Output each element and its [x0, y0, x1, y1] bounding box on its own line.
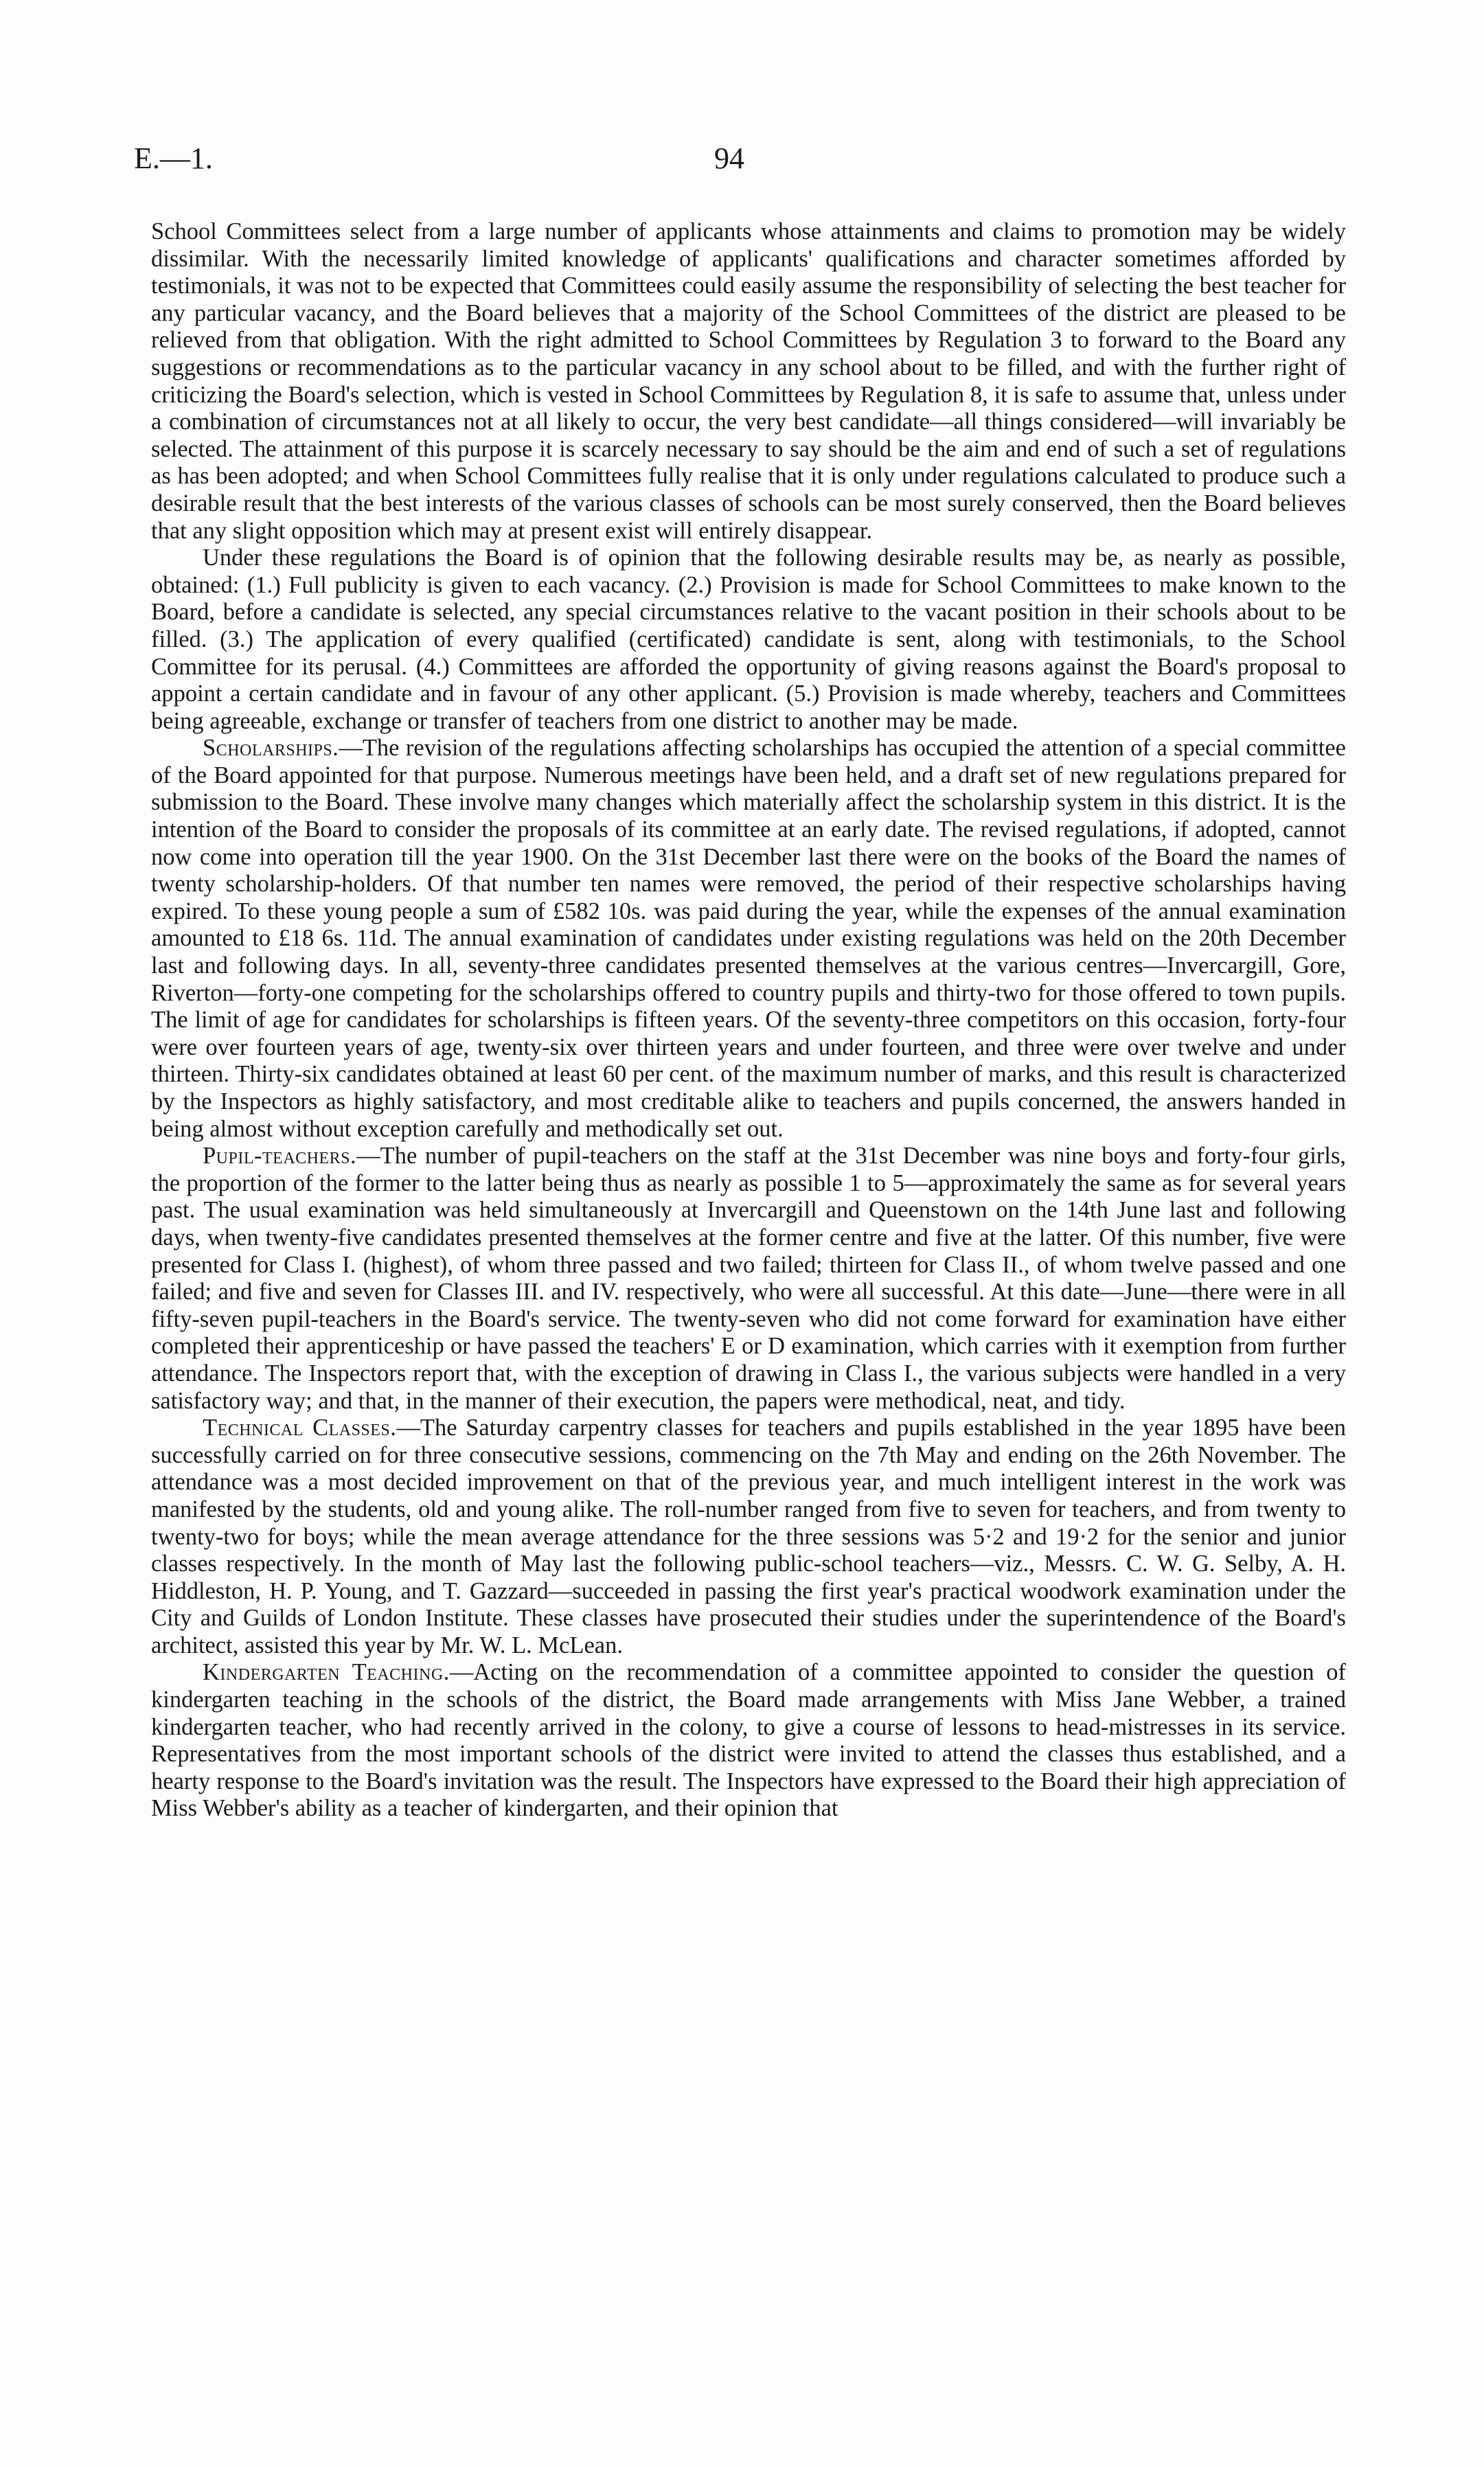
- paragraph-committees-selection: [151, 218, 1346, 545]
- section-heading-scholarships: Scholarships.: [203, 735, 339, 762]
- section-heading-kindergarten-teaching: Kindergarten Teaching.: [203, 1659, 450, 1686]
- section-heading-technical-classes: Technical Classes.: [203, 1415, 397, 1441]
- body-text: [151, 218, 1346, 1823]
- paragraph-scholarships: [151, 735, 1346, 1143]
- document-id: E.—1.: [134, 141, 213, 175]
- section-heading-pupil-teachers: Pupil-teachers.: [203, 1143, 357, 1169]
- paragraph-regulations-results: [151, 545, 1346, 735]
- paragraph-text: —The revision of the regulations affecting scholarships has occupied the attention of a special committee of the Board appointed for that purpose. Numerous meetings have been held, and a draft set of new regulations prepared for submission to the Board. These involve many changes which materially affect the scholarship system in this district. It is the intention of the Board to consider the proposals of its committee at an early date. The revised regulations, if adopted, cannot now come into operation till the year 1900. On the 31st December last there were on the books of the Board the names of twenty scholarship-holders. Of that number ten names were removed, the period of their respective scholarships having expired. To these young people a sum of £582 10s. was paid during the year, while the expenses of the annual examination amounted to £18 6s. 11d. The annual examination of candidates under existing regulations was held on the 20th December last and following days. In all, seventy-three candidates presented themselves at the various centres—Invercargill, Gore, Riverton—forty-one competing for the scholarships offered to country pupils and thirty-two for those offered to town pupils. The limit of age for candidates for scholarships is fifteen years. Of the seventy-three competitors on this occasion, forty-four were over fourteen years of age, twenty-six over thirteen years and under fourteen, and three were over twelve and under thirteen. Thirty-six candidates obtained at least 60 per cent. of the maximum number of marks, and this result is characterized by the Inspectors as highly satisfactory, and most creditable alike to teachers and pupils concerned, the answers handed in being almost without exception carefully and methodically set out.: [151, 735, 1346, 1142]
- paragraph-text: —Acting on the recommendation of a committee appointed to consider the question of kindergarten teaching in the schools of the district, the Board made arrangements with Miss Jane Webber, a trained kindergarten teacher, who had recently arrived in the colony, to give a course of lessons to head-mistresses in its service. Representatives from the most important schools of the district were invited to attend the classes thus established, and a hearty response to the Board's invitation was the result. The Inspectors have expressed to the Board their high appreciation of Miss Webber's ability as a teacher of kindergarten, and their opinion that: [151, 1659, 1346, 1822]
- paragraph-text: —The number of pupil-teachers on the staff at the 31st December was nine boys and forty-four girls, the proportion of the former to the latter being thus as nearly as possible 1 to 5—approximately the same as for several years past. The usual examination was held simultaneously at Invercargill and Queenstown on the 14th June last and following days, when twenty-five candidates presented themselves at the former centre and five at the latter. Of this number, five were presented for Class I. (highest), of whom three passed and two failed; thirteen for Class II., of whom twelve passed and one failed; and five and seven for Classes III. and IV. respectively, who were all successful. At this date—June—there were in all fifty-seven pupil-teachers in the Board's service. The twenty-seven who did not come forward for examination have either completed their apprenticeship or have passed the teachers' E or D examination, which carries with it exemption from further attendance. The Inspectors report that, with the exception of drawing in Class I., the various subjects were handled in a very satisfactory way; and that, in the manner of their execution, the papers were methodical, neat, and tidy.: [151, 1143, 1346, 1414]
- page-number: 94: [714, 141, 744, 175]
- paragraph-text: —The Saturday carpentry classes for teachers and pupils established in the year 1895 have been successfully carried on for three consecutive sessions, commencing on the 7th May and ending on the 26th November. The attendance was a most decided improvement on that of the previous year, and much intelligent interest in the work was manifested by the students, old and young alike. The roll-number ranged from five to seven for teachers, and from twenty to twenty-two for boys; while the mean average attendance for the three sessions was 5·2 and 19·2 for the senior and junior classes respectively. In the month of May last the following public-school teachers—viz., Messrs. C. W. G. Selby, A. H. Hiddleston, H. P. Young, and T. Gazzard—succeeded in passing the first year's practical woodwork examination under the City and Guilds of London Institute. These classes have prosecuted their studies under the superintendence of the Board's architect, assisted this year by Mr. W. L. McLean.: [151, 1415, 1347, 1658]
- paragraph-pupil-teachers: [151, 1143, 1346, 1415]
- paragraph-technical-classes: [151, 1415, 1346, 1659]
- page-header: [0, 141, 1484, 189]
- paragraph-text: School Committees select from a large number of applicants whose attainments and claims to promotion may be widely dissimilar. With the necessarily limited knowledge of applicants' qualifications and character sometimes afforded by testimonials, it was not to be expected that Committees could easily assume the responsibility of selecting the best teacher for any particular vacancy, and the Board believes that a majority of the School Committees of the district are pleased to be relieved from that obligation. With the right admitted to School Committees by Regulation 3 to forward to the Board any suggestions or recommendations as to the particular vacancy in any school about to be filled, and with the further right of criticizing the Board's selection, which is vested in School Committees by Regulation 8, it is safe to assume that, unless under a combination of circumstances not at all likely to occur, the very best candidate—all things considered—will invariably be selected. The attainment of this purpose it is scarcely necessary to say should be the aim and end of such a set of regulations as has been adopted; and when School Committees fully realise that it is only under regulations calculated to produce such a desirable result that the best interests of the various classes of schools can be most surely conserved, then the Board believes that any slight opposition which may at present exist will entirely disappear.: [151, 218, 1346, 544]
- paragraph-kindergarten-teaching: [151, 1659, 1346, 1823]
- paragraph-text: Under these regulations the Board is of opinion that the following desirable results may be, as nearly as possible, obtained: (1.) Full publicity is given to each vacancy. (2.) Provision is made for School Committees to make known to the Board, before a candidate is selected, any special circumstances relative to the vacant position in their schools about to be filled. (3.) The application of every qualified (certificated) candidate is sent, along with testimonials, to the School Committee for its perusal. (4.) Committees are afforded the opportunity of giving reasons against the Board's proposal to appoint a certain candidate and in favour of any other applicant. (5.) Provision is made whereby, teachers and Committees being agreeable, exchange or transfer of teachers from one district to another may be made.: [151, 545, 1346, 734]
